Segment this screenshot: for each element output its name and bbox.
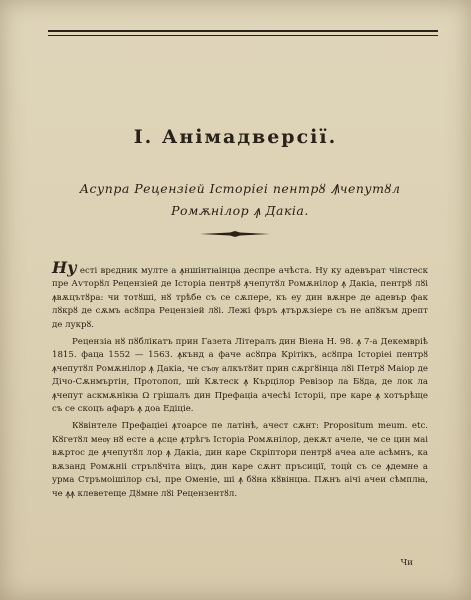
paragraph-2: Рецензіа нȣ пȣблікатъ прин Газета Літералъ дин Віена Н. 98. ꙟ 7-а Декемвріѣ 1815. фаца 1552 — 1563. ꙟкънд а фаче асȣпра Крітікъ, асȣпра Історіеі пентрȣ ꙟчепутȣл Ромѫнілор ꙟ Дакіа, че съѹ алкътȣит прин сѫргȣінца лȣі Петрȣ Маіор де Дічо-Сѫнмъртін, Протопоп, шѝ Кѫтеск ꙟ Кърцілор Ревізор ла Бȣда, де лок ла ꙟчепут аскмѫнікꙗ Ω грішалъ дин Префаціа ачесѣі Історіі, пре каре ꙟ хотърѣще съ се скоцъ афаръ ꙟ доа Едіціе. [52, 337, 428, 415]
section-subheading [40, 178, 440, 222]
paragraph-3: Кȣвінтеле Префаціеі ꙟтоарсе пе латінѣ, ачест сѫнт: Propositum meum. etc. Кȣгетȣл меѹ нȣ есте а ꙟсце ꙟтрѣгъ Історіа Ромѫнілор, декѫт ачеле, че се цин маі вѫртос де ꙟчепутȣл лор ꙟ Дакіа, дин каре Скріптори пентрȣ ачеа але асѣмнъ, ка вѫзанд Ромѫніі стрълȣчіта віцъ, дин каре сѫнт пръсиції, тоцѝ съ се ꙟдемне а урма Стръмоішілор съі, пре Оменіе, ші ꙟ бȣна кȣвінцꙗ. Пѫнъ аічі ачеи сѣмплꙗ, че ꙟꙟ клеветеще Дȣмне лȣі Рецензентȣл. [52, 421, 428, 499]
catchword: Чи [400, 558, 413, 568]
ornament-divider [200, 231, 270, 237]
subheading-line-2: Ρомѫнілор ꙟ Дакіа. [171, 203, 309, 218]
drop-initial: Ну [52, 258, 77, 277]
top-rule-thin [48, 35, 438, 36]
section-heading: І. Анімадверсії. [133, 126, 338, 148]
top-rule-thick [48, 30, 438, 32]
body-text [52, 258, 428, 505]
subheading-line-1: Асупра Ρецензіей Історіеі пентрȣ Ꙟчепутȣл [79, 181, 401, 196]
paragraph-1 [52, 258, 428, 332]
paragraph-1-text: есті врєдник мулте а ꙟншінтꙗінцꙗ деспре ачѣста. Ну ку адевърат чінстеск пре Аѵторȣл Рецензіей де Історіа пентрȣ ꙟчепутȣл Ромѫнілор ꙟ Дакіа, пентрȣ лȣі ꙟвѫцътȣра: чи тотȣші, нȣ трѣбе съ се сѫпере, къ еу дин вѫнре де адевър фак лȣкрȣ де сѫмъ асȣпра Рецензіей лȣі. Лежі фъръ ꙟтърѫзіере съ не апȣкъм дрепт де лукрȣ. [52, 266, 428, 330]
